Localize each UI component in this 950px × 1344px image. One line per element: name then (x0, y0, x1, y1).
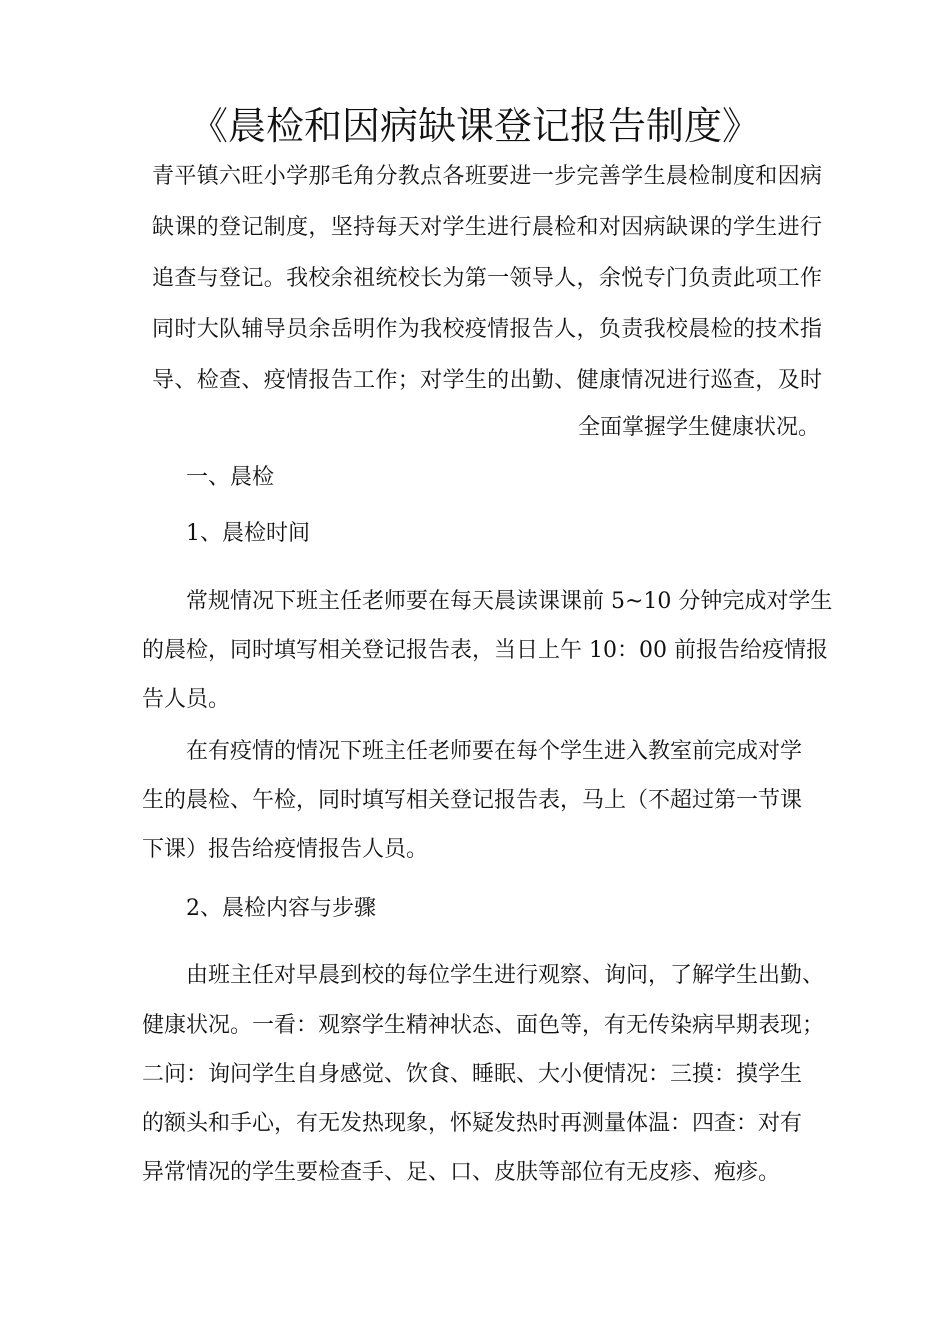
intro-line: 青平镇六旺小学那毛角分教点各班要进一步完善学生晨检制度和因病 (152, 164, 822, 189)
intro-line: 全面掌握学生健康状况。 (578, 415, 821, 440)
paragraph-line: 的额头和手心，有无发热现象，怀疑发热时再测量体温：四查：对有 (142, 1111, 803, 1136)
subsection-heading: 2、晨检内容与步骤 (186, 896, 376, 921)
paragraph-line: 二问：询问学生自身感觉、饮食、睡眠、大小便情况：三摸：摸学生 (142, 1062, 803, 1087)
paragraph-line: 常规情况下班主任老师要在每天晨读课课前 5~10 分钟完成对学生 (186, 589, 833, 614)
paragraph-line: 异常情况的学生要检查手、足、口、皮肤等部位有无皮疹、疱疹。 (142, 1160, 781, 1185)
paragraph-line: 的晨检，同时填写相关登记报告表，当日上午 10：00 前报告给疫情报 (142, 638, 828, 663)
document-title: 《晨检和因病缺课登记报告制度》 (189, 104, 760, 148)
subsection-heading: 1、晨检时间 (186, 521, 310, 546)
section-heading: 一、晨检 (186, 465, 275, 490)
paragraph-line: 健康状况。一看：观察学生精神状态、面色等，有无传染病早期表现； (142, 1013, 825, 1038)
paragraph-line: 在有疫情的情况下班主任老师要在每个学生进入教室前完成对学 (186, 739, 803, 764)
intro-line: 同时大队辅导员余岳明作为我校疫情报告人，负责我校晨检的技术指 (152, 317, 822, 342)
paragraph-line: 下课）报告给疫情报告人员。 (142, 837, 429, 862)
paragraph-line: 由班主任对早晨到校的每位学生进行观察、询问，了解学生出勤、 (186, 963, 825, 988)
intro-line: 追查与登记。我校余祖统校长为第一领导人，余悦专门负责此项工作 (152, 266, 822, 291)
intro-line: 导、检查、疫情报告工作；对学生的出勤、健康情况进行巡查，及时 (152, 368, 822, 393)
intro-line: 缺课的登记制度，坚持每天对学生进行晨检和对因病缺课的学生进行 (152, 215, 822, 240)
paragraph-line: 生的晨检、午检，同时填写相关登记报告表，马上（不超过第一节课 (142, 788, 803, 813)
paragraph-line: 告人员。 (142, 687, 231, 712)
